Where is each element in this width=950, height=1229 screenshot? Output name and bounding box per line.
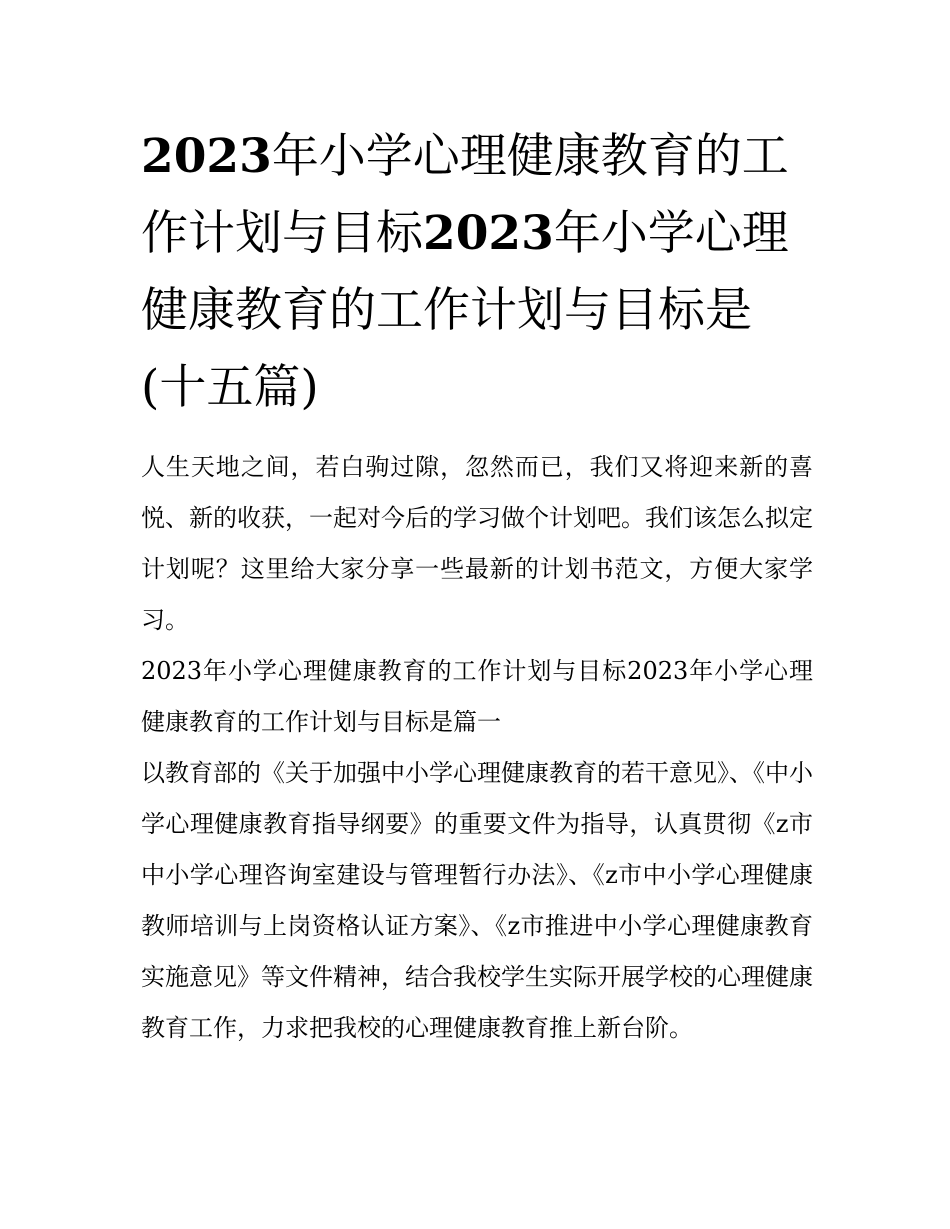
title-text-1: 年小学心理健康教育的工作计划与目标	[141, 129, 789, 261]
section-heading: 2023年小学心理健康教育的工作计划与目标2023年小学心理健康教育的工作计划与目标是篇一	[141, 657, 813, 736]
title-year-2: 2023	[423, 206, 554, 261]
intro-paragraph: 人生天地之间，若白驹过隙，忽然而已，我们又将迎来新的喜悦、新的收获，一起对今后的学习做个计划吧。我们该怎么拟定计划呢？这里给大家分享一些最新的计划书范文，方便大家学习。	[141, 453, 813, 634]
body-paragraph: 以教育部的《关于加强中小学心理健康教育的若干意见》、《中小学心理健康教育指导纲要》的重要文件为指导，认真贯彻《z市中小学心理咨询室建设与管理暂行办法》、《z市中小学心理健康教师培训与上岗资格认证方案》、《z市推进中小学心理健康教育实施意见》等文件精神，结合我校学生实际开展学校的心理健康教育工作，力求把我校的心理健康教育推上新台阶。	[141, 759, 813, 1042]
title-text-2: 年小学心理健康教育的工作计划与目标是(十五篇)	[141, 206, 789, 415]
document-title	[141, 118, 813, 426]
document-content	[141, 118, 813, 1054]
title-year-1: 2023	[141, 129, 272, 184]
